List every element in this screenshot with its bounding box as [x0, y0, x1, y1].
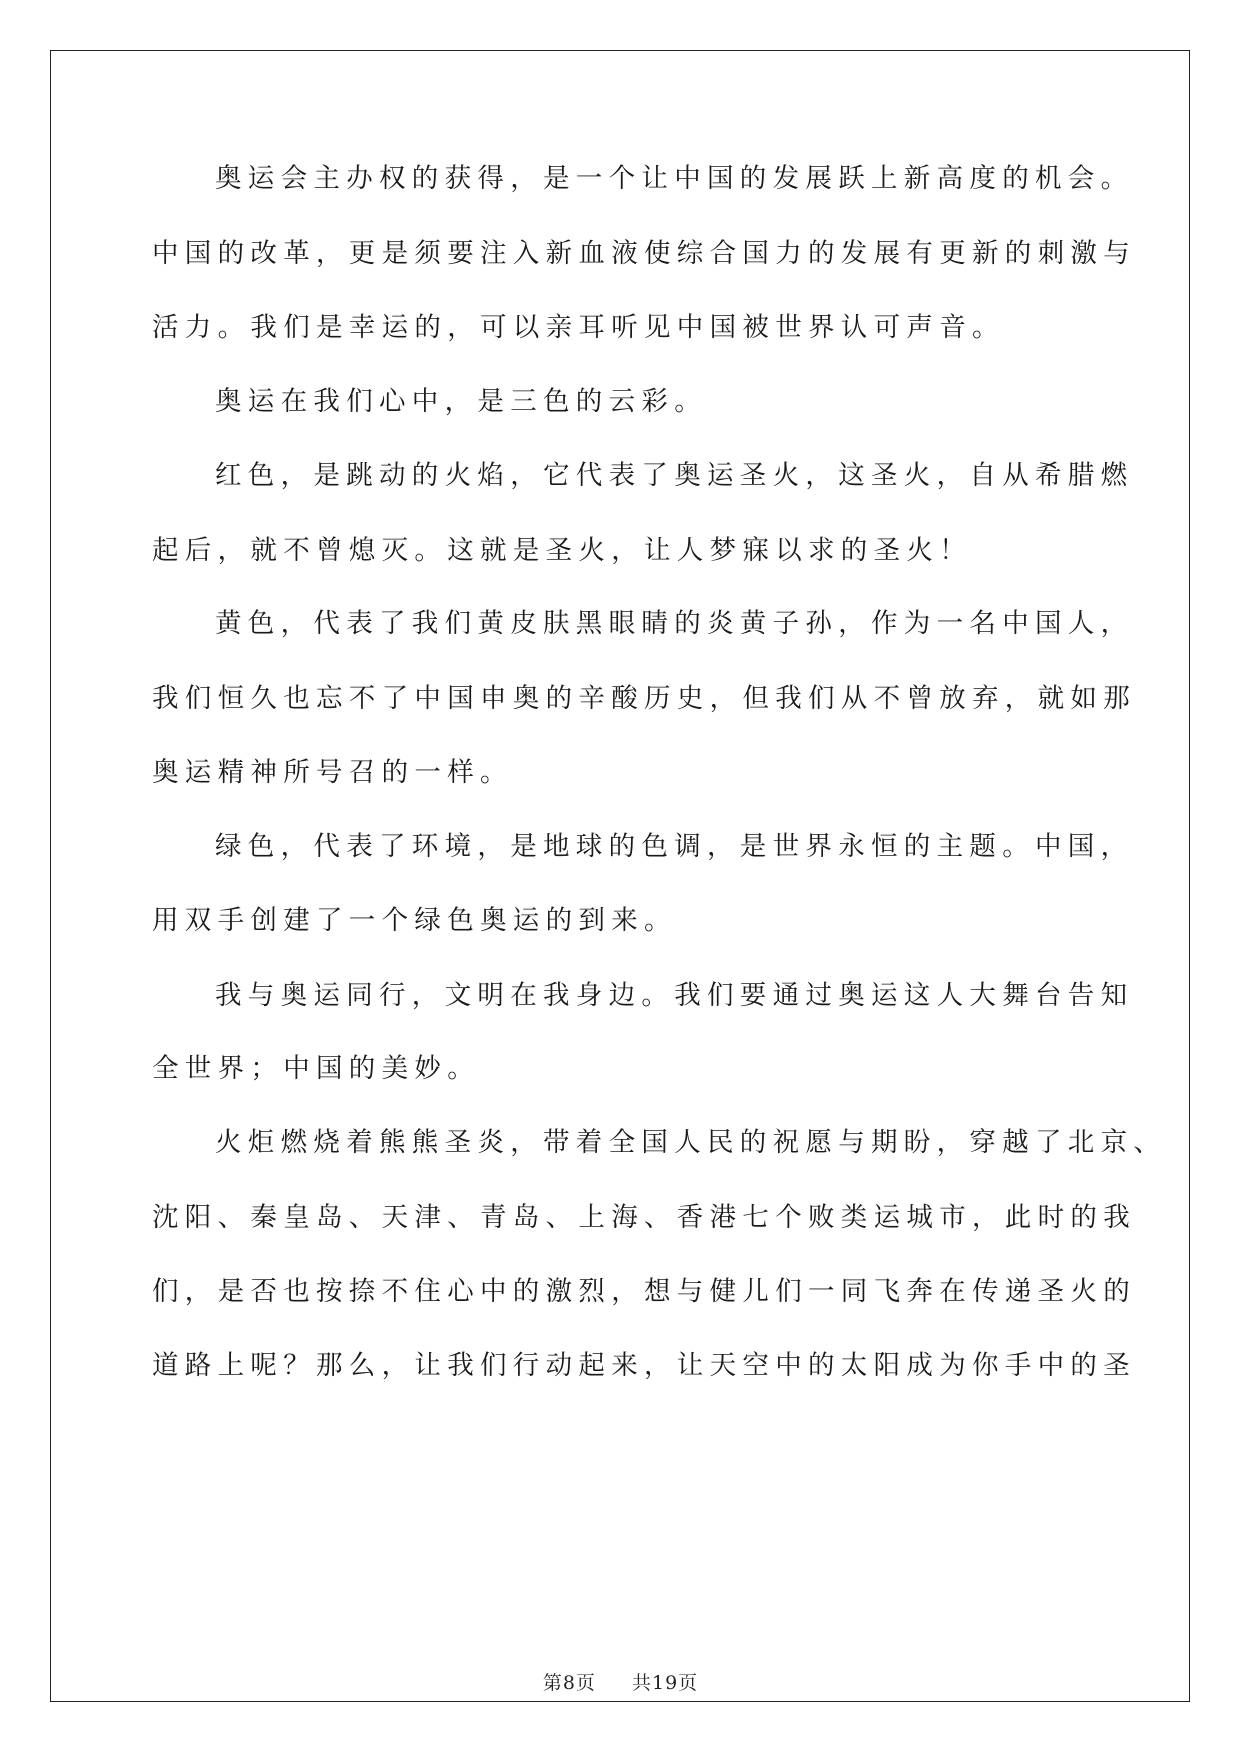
text-line: 火炬燃烧着熊熊圣炎，带着全国人民的祝愿与期盼，穿越了北京、: [215, 1127, 1167, 1158]
text-line: 黄色，代表了我们黄皮肤黑眼睛的炎黄子孙，作为一名中国人，: [215, 608, 1134, 639]
text-line: 奥运会主办权的获得，是一个让中国的发展跃上新高度的机会。: [215, 163, 1134, 194]
page-footer: [0, 1668, 1241, 1695]
text-line: 我与奥运同行，文明在我身边。我们要通过奥运这人大舞台告知: [215, 980, 1134, 1011]
text-line: 用双手创建了一个绿色奥运的到来。: [152, 905, 677, 936]
text-line: 起后，就不曾熄灭。这就是圣火，让人梦寐以求的圣火！: [152, 535, 972, 566]
text-line: 红色，是跳动的火焰，它代表了奥运圣火，这圣火，自从希腊燃: [215, 460, 1134, 491]
page-number: 第8页: [542, 1672, 596, 1694]
text-line: 道路上呢？那么，让我们行动起来，让天空中的太阳成为你手中的圣: [152, 1350, 1136, 1381]
text-line: 我们恒久也忘不了中国申奥的辛酸历史，但我们从不曾放弃，就如那: [152, 683, 1136, 714]
page-total: 共19页: [632, 1672, 699, 1694]
text-line: 奥运在我们心中，是三色的云彩。: [215, 386, 707, 417]
text-line: 们，是否也按捺不住心中的激烈，想与健儿们一同飞奔在传递圣火的: [152, 1276, 1136, 1307]
text-line: 中国的改革，更是须要注入新血液使综合国力的发展有更新的刺激与: [152, 238, 1136, 269]
text-line: 奥运精神所号召的一样。: [152, 757, 513, 788]
text-line: 绿色，代表了环境，是地球的色调，是世界永恒的主题。中国，: [215, 831, 1134, 862]
text-line: 活力。我们是幸运的，可以亲耳听见中国被世界认可声音。: [152, 312, 1005, 343]
text-line: 沈阳、秦皇岛、天津、青岛、上海、香港七个败类运城市，此时的我: [152, 1202, 1136, 1233]
page-frame: [50, 50, 1190, 1702]
text-line: 全世界；中国的美妙。: [152, 1053, 480, 1084]
